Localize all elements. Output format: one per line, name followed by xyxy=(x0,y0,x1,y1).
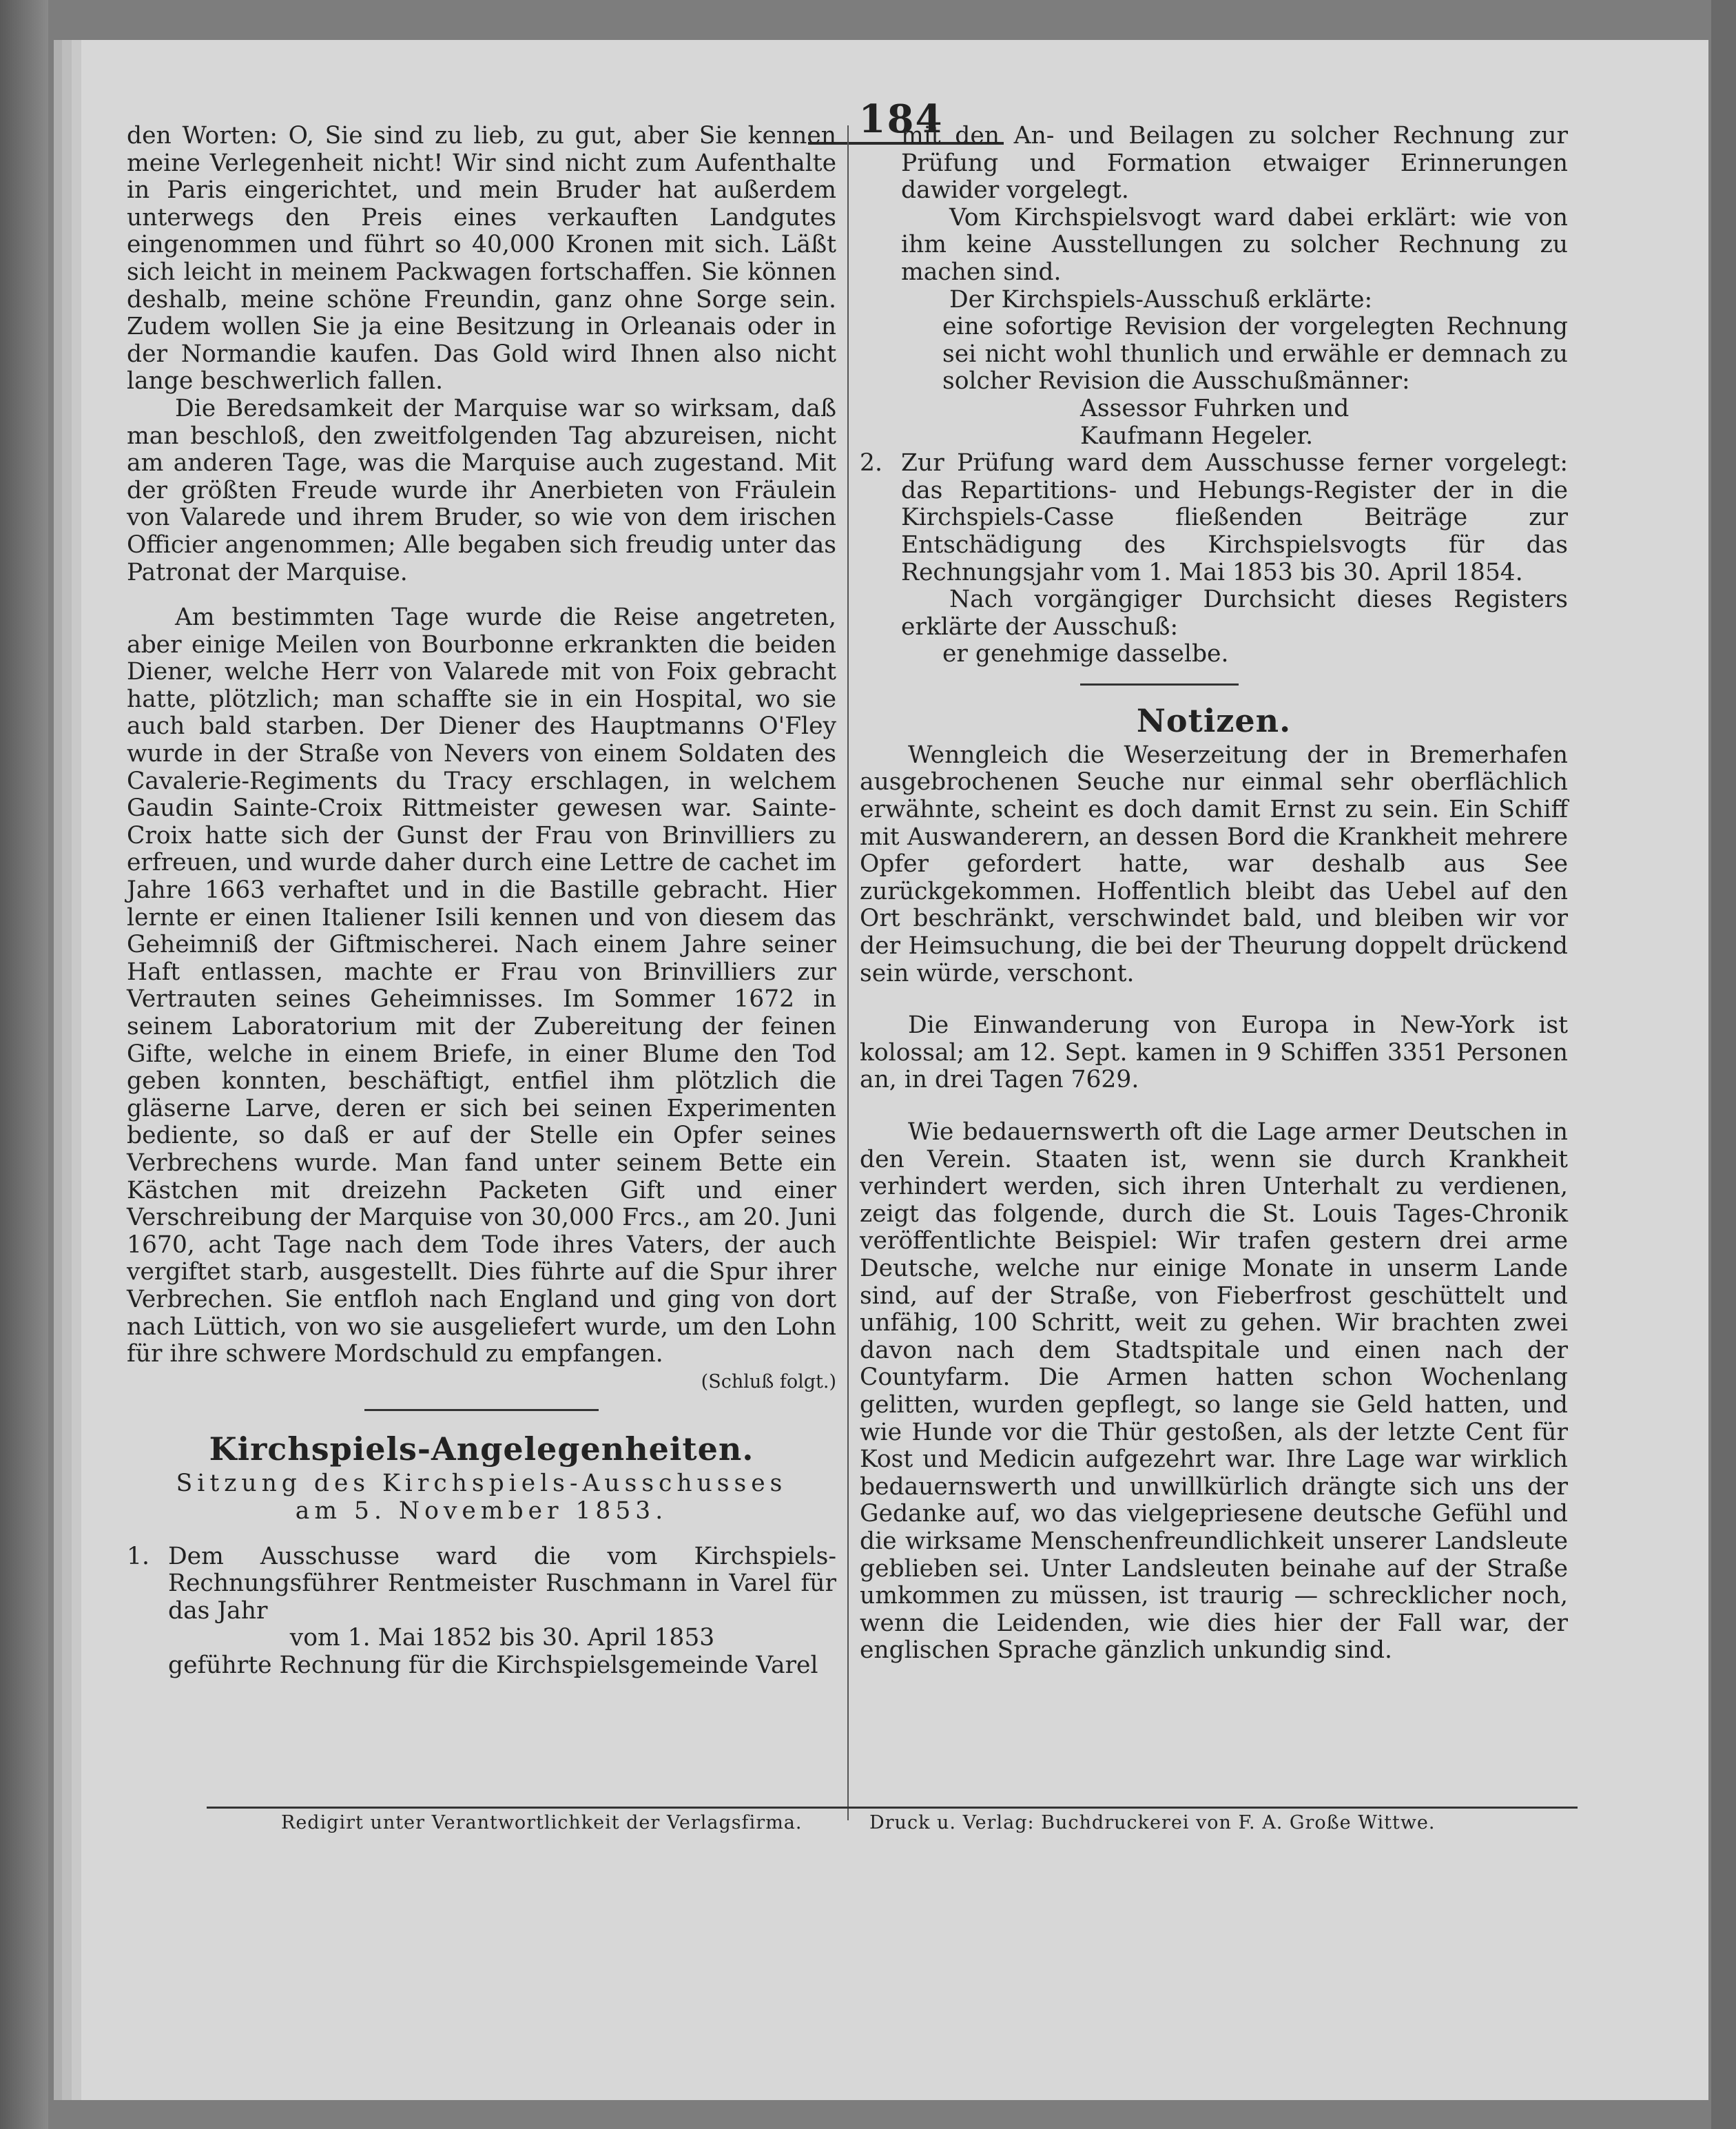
story-paragraph: Am bestimmten Tage wurde die Reise angetreten, aber einige Meilen von Bourbonne erkrankten die beiden Diener, welche Herr von Valarede mit von Foix gebracht hatte, plötzlich; man schaffte sie in ein Hospital, wo sie auch bald starben. Der Diener des Hauptmanns O'Fley wurde in der Straße von Nevers von einem Soldaten des Cavalerie-Regiments du Tracy erschlagen, in welchem Gaudin Sainte-Croix Rittmeister gewesen war. Sainte-Croix hatte sich der Gunst der Frau von Brinvilliers zu erfreuen, und wurde daher durch eine Lettre de cachet im Jahre 1663 verhaftet und in die Bastille gebracht. Hier lernte er einen Italiener Isili kennen und von diesem das Geheimniß der Giftmischerei. Nach einem Jahre seiner Haft entlassen, machte er Frau von Brinvilliers zur Vertrauten seines Geheimnisses. Im Sommer 1672 in seinem Laboratorium mit der Zubereitung der feinen Gifte, welche in einem Briefe, in einer Blume den Tod geben konnten, beschäftigt, entfiel ihm plötzlich die gläserne Larve, deren er sich bei seinen Experimenten bediente, so daß er auf der Stelle ein Opfer seines Verbrechens wurde. Man fand unter seinem Bette ein Kästchen mit dreizehn Packeten Gift und einer Verschreibung der Marquise von 30,000 Frcs., am 20. Juni 1670, acht Tage nach dem Tode ihres Vaters, der auch vergiftet starb, ausgestellt. Dies führte auf die Spur ihrer Verbrechen. Sie entfloh nach England und ging von dort nach Lüttich, von wo sie ausgeliefert wurde, um den Lohn für ihre schwere Mordschuld zu empfangen. xyxy=(127,604,836,1368)
section-title: Kirchspiels-Angelegenheiten. xyxy=(209,1430,754,1468)
item-text-cont: mit den An- und Beilagen zu solcher Rechnung zur Prüfung und Formation etwaiger Erinnerungen dawider vorgelegt. xyxy=(901,122,1568,205)
agenda-item-2 xyxy=(860,450,1568,586)
item-text: Dem Ausschusse ward die vom Kirchspiels-Rechnungsführer Rentmeister Ruschmann in Varel für das Jahr xyxy=(168,1542,836,1625)
committee-member: Assessor Fuhrken und xyxy=(1080,394,1350,422)
committee-member: Kaufmann Hegeler. xyxy=(1080,422,1314,450)
book-edge xyxy=(1711,0,1736,2129)
vogt-statement: Vom Kirchspielsvogt ward dabei erklärt: wie von ihm keine Ausstellungen zu solcher Rechnung zu machen sind. xyxy=(901,203,1568,286)
footer-editor: Redigirt unter Verantwortlichkeit der Verlagsfirma. xyxy=(281,1812,803,1833)
continuation-note: (Schluß folgt.) xyxy=(701,1370,836,1392)
footer-printer: Druck u. Verlag: Buchdruckerei von F. A. Große Wittwe. xyxy=(869,1812,1436,1833)
notice: Die Einwanderung von Europa in New-York ist kolossal; am 12. Sept. kamen in 9 Schiffen 3351 Personen an, in drei Tagen 7629. xyxy=(860,1011,1568,1094)
committee-declared: Der Kirchspiels-Ausschuß erklärte: xyxy=(949,285,1373,313)
section-rule xyxy=(1080,683,1239,686)
committee-resolution: eine sofortige Revision der vorgelegten Rechnung sei nicht wohl thunlich und erwähle er demnach zu solcher Revision die Ausschußmänner: xyxy=(942,313,1568,395)
page-number: 184 xyxy=(858,96,944,142)
book-gutter xyxy=(0,0,48,2129)
right-column xyxy=(860,123,1568,1665)
footer-rule xyxy=(207,1807,1578,1809)
column-divider xyxy=(847,125,849,1820)
story-paragraph: Die Beredsamkeit der Marquise war so wirksam, daß man beschloß, den zweitfolgenden Tag abzureisen, nicht am anderen Tage, was die Marquise auch zugestand. Mit der größten Freude wurde ihr Anerbieten von Fräulein von Valarede und ihrem Bruder, so wie von dem irischen Officier angenommen; Alle begaben sich freudig unter das Patronat der Marquise. xyxy=(127,394,836,586)
notice: Wie bedauernswerth oft die Lage armer Deutschen in den Verein. Staaten ist, wenn sie durch Krankheit verhindert werden, sich ihren Unterhalt zu verdienen, zeigt das folgende, durch die St. Louis Tages-Chronik veröffentlichte Beispiel: Wir trafen gestern drei arme Deutsche, welche nur einige Monate in unserm Lande sind, auf der Straße, von Fieberfrost geschüttelt und unfähig, 100 Schritt, weit zu gehen. Wir brachten zwei davon nach dem Stadtspitale und einen nach der Countyfarm. Die Armen hatten schon Wochenlang gelitten, wurden gepflegt, so lange sie Geld hatten, und wie Hunde vor die Thür gestoßen, als der letzte Cent für Kost und Medicin aufgezehrt war. Ihre Lage war wirklich bedauernswerth und unwillkürlich drängte sich uns der Gedanke auf, wo das vielgepriesene deutsche Gefühl und die wirksame Menschenfreundlichkeit unserer Landsleute geblieben sei. Unter Landsleuten beinahe auf der Straße umkommen zu müssen, ist traurig — schrecklicher noch, wenn die Leidenden, wie dies hier der Fall war, der englischen Sprache gänzlich unkundig sind. xyxy=(860,1118,1568,1665)
left-column xyxy=(127,123,836,1679)
meeting-date: am 5. November 1853. xyxy=(295,1497,668,1525)
item-number: 1. xyxy=(127,1542,149,1570)
item-approval: er genehmige dasselbe. xyxy=(942,640,1229,668)
notice: Wenngleich die Weserzeitung der in Bremerhafen ausgebrochenen Seuche nur einmal sehr oberflächlich erwähnte, scheint es doch damit Ernst zu sein. Ein Schiff mit Auswanderern, an dessen Bord die Krankheit mehrere Opfer gefordert hatte, war deshalb aus See zurückgekommen. Hoffentlich bleibt das Uebel auf den Ort beschränkt, verschwindet bald, und bleiben wir vor der Heimsuchung, die bei der Theurung doppelt drückend sein würde, verschont. xyxy=(860,741,1568,987)
item-number: 2. xyxy=(860,449,882,477)
item-text: Zur Prüfung ward dem Ausschusse ferner vorgelegt: das Repartitions- und Hebungs-Register der in die Kirchspiels-Casse fließenden Beiträge zur Entschädigung des Kirchspielsvogts für das Rechnungsjahr vom 1. Mai 1853 bis 30. April 1854. xyxy=(901,449,1568,586)
notices-title: Notizen. xyxy=(1136,701,1292,739)
item-text-cont: geführte Rechnung für die Kirchspielsgemeinde Varel xyxy=(168,1651,818,1679)
agenda-item-1 xyxy=(127,1543,836,1625)
section-rule xyxy=(364,1409,599,1411)
story-paragraph: den Worten: O, Sie sind zu lieb, zu gut, aber Sie kennen meine Verlegenheit nicht! Wir sind nicht zum Aufenthalte in Paris eingerichtet, und mein Bruder hat außerdem unterwegs den Preis eines verkauften Landgutes eingenommen und führt so 40,000 Kronen mit sich. Läßt sich leicht in meinem Packwagen fortschaffen. Sie können deshalb, meine schöne Freundin, ganz ohne Sorge sein. Zudem wollen Sie ja eine Besitzung in Orleanais oder in der Normandie kaufen. Das Gold wird Ihnen also nicht lange beschwerlich fallen. xyxy=(127,122,836,395)
item-review: Nach vorgängiger Durchsicht dieses Registers erklärte der Ausschuß: xyxy=(901,586,1568,641)
item-dates: vom 1. Mai 1852 bis 30. April 1853 xyxy=(289,1624,715,1652)
meeting-title: Sitzung des Kirchspiels-Ausschusses xyxy=(176,1470,787,1498)
